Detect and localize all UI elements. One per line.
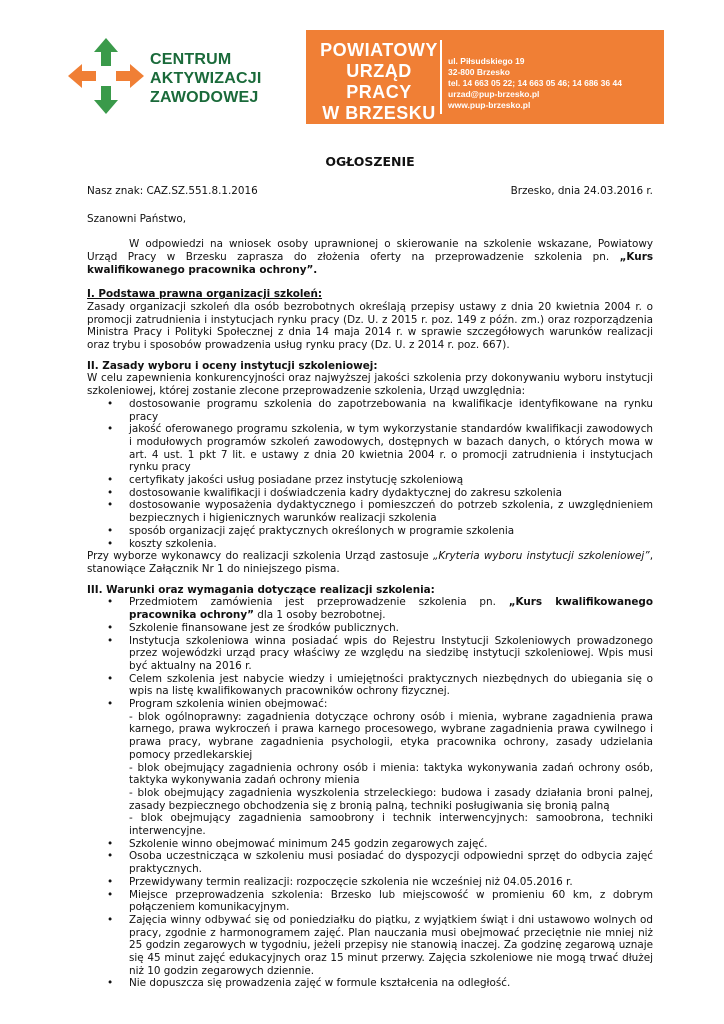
list-item: • dostosowanie kwalifikacji i doświadczenia kadry dydaktycznej do zakresu szkolenia bbox=[129, 487, 653, 500]
banner-divider bbox=[440, 40, 442, 114]
conditions-list bbox=[87, 596, 653, 990]
document-body bbox=[87, 156, 653, 990]
contact-address: ul. Piłsudskiego 19 bbox=[448, 56, 525, 66]
logo-line: CENTRUM bbox=[150, 51, 232, 68]
contact-website[interactable]: www.pup-brzesko.pl bbox=[448, 100, 531, 110]
banner-title-line: W BRZESKU bbox=[322, 103, 436, 123]
item-text: dla 1 osoby bezrobotnej. bbox=[253, 609, 386, 622]
reference-number: Nasz znak: CAZ.SZ.551.8.1.2016 bbox=[87, 184, 258, 197]
greeting: Szanowni Państwo, bbox=[87, 213, 187, 226]
contact-city: 32-800 Brzesko bbox=[448, 67, 510, 77]
header-banner bbox=[306, 30, 664, 124]
outro-end: , stanowiące Załącznik Nr 1 do niniejszego pisma. bbox=[87, 550, 653, 575]
list-item: • certyfikaty jakości usług posiadane przez instytucję szkoleniową bbox=[129, 474, 653, 487]
contact-block bbox=[448, 56, 622, 111]
logo bbox=[66, 36, 276, 116]
list-item bbox=[129, 596, 653, 621]
list-item: • Osoba uczestnicząca w szkoleniu musi posiadać do dyspozycji odpowiedni sprzęt do odbycia zajęć praktycznych. bbox=[129, 850, 653, 875]
list-item bbox=[129, 698, 653, 838]
intro-text: W odpowiedzi na wniosek osoby uprawnionej o skierowanie na szkolenie wskazane, Powiatowy Urząd Pracy w Brzesku zaprasza do złożenia oferty na przeprowadzenie szkolenia pn. bbox=[87, 238, 653, 263]
list-item: • Szkolenie winno obejmować minimum 245 godzin zegarowych zajęć. bbox=[129, 838, 653, 851]
section-2-outro bbox=[87, 550, 653, 575]
list-item: • Zajęcia winny odbywać się od poniedziałku do piątku, z wyjątkiem świąt i dni ustawowo wolnych od pracy, zgodnie z harmonogramem zajęć. Plan nauczania musi obejmować przeciętnie nie mniej niż 25 godzin zegarowych w tygodniu, jeżeli przepisy nie stanowią inaczej. Za godzinę zegarową uznaje się 45 minut zajęć edukacyjnych oraz 15 minut przerwy. Zajęcia szkoleniowe nie mogą trwać dłużej niż 10 godzin zegarowych dziennie. bbox=[129, 914, 653, 978]
document-date: Brzesko, dnia 24.03.2016 r. bbox=[510, 184, 653, 197]
intro-end: . bbox=[313, 263, 318, 276]
course-name: „Kurs kwalifikowanego pracownika ochrony” bbox=[87, 250, 653, 276]
reference-row bbox=[87, 185, 653, 198]
arrows-logo-icon bbox=[66, 36, 146, 116]
course-name: „Kurs kwalifikowanego pracownika ochrony” bbox=[129, 596, 653, 622]
logo-line: AKTYWIZACJI bbox=[150, 70, 262, 87]
logo-line: ZAWODOWEJ bbox=[150, 89, 259, 106]
list-item: • jakość oferowanego programu szkolenia, w tym wykorzystanie standardów kwalifikacji zawodowych i modułowych programów szkoleń zawodowych, dostępnych w bazach danych, o których mowa w art. 4 ust. 1 pkt 7 lit. e ustawy z dnia 20 kwietnia 2004 r. o promocji zatrudnienia i instytucjach rynku pracy bbox=[129, 423, 653, 474]
item-text: Przedmiotem zamówienia jest przeprowadzenie szkolenia pn. bbox=[129, 596, 509, 609]
banner-title-line: URZĄD PRACY bbox=[346, 61, 412, 102]
section-2-intro: W celu zapewnienia konkurencyjności oraz najwyższej jakości szkolenia przy dokonywaniu wyboru instytucji szkoleniowej, której zostanie zlecone przeprowadzenie szkolenia, Urząd uwzględnia: bbox=[87, 372, 653, 398]
program-title: • Program szkolenia winien obejmować: bbox=[129, 698, 328, 711]
section-1-heading: I. Podstawa prawna organizacji szkoleń: bbox=[87, 288, 323, 301]
banner-title bbox=[316, 40, 442, 124]
intro-paragraph bbox=[87, 238, 653, 276]
program-line: - blok ogólnoprawny: zagadnienia dotyczące ochrony osób i mienia, wybrane zagadnienia prawa karnego, prawa wykroczeń i prawa karnego procesowego, wybrane zagadnienia prawa cywilnego i prawa pracy, wybrane zagadnienia psychologii, etyka pracownika ochrony, zasady udzielania pomocy przedlekarskiej bbox=[129, 710, 653, 761]
list-item: • sposób organizacji zajęć praktycznych określonych w programie szkolenia bbox=[129, 525, 653, 538]
list-item: • dostosowanie wyposażenia dydaktycznego i pomieszczeń do potrzeb szkolenia, z uwzględnieniem bezpiecznych i higienicznych warunków realizacji szkolenia bbox=[129, 499, 653, 524]
criteria-list bbox=[87, 398, 653, 550]
list-item: • Szkolenie finansowane jest ze środków publicznych. bbox=[129, 622, 653, 635]
banner-title-line: POWIATOWY bbox=[320, 40, 438, 60]
contact-phone: tel. 14 663 05 22; 14 663 05 46; 14 686 36 44 bbox=[448, 78, 622, 88]
section-1-text: Zasady organizacji szkoleń dla osób bezrobotnych określają przepisy ustawy z dnia 20 kwietnia 2004 r. o promocji zatrudnienia i instytucjach rynku pracy (Dz. U. z 2015 r. poz. 149 z późn. zm.) oraz rozporządzenia Ministra Pracy i Polityki Społecznej z dnia 14 maja 2014 r. w sprawie szczegółowych warunków realizacji oraz trybu i sposobów prowadzenia usług rynku pracy (Dz. U. z 2014 r. poz. 667). bbox=[87, 300, 653, 352]
criteria-document-name: „Kryteria wyboru instytucji szkoleniowej” bbox=[432, 550, 650, 563]
program-line: - blok obejmujący zagadnienia ochrony osób i mienia: taktyka wykonywania zadań ochrony osób, taktyka wykonywania zadań ochrony mienia bbox=[129, 761, 653, 787]
logo-text bbox=[150, 50, 262, 107]
document-title: OGŁOSZENIE bbox=[325, 154, 415, 169]
list-item: • Celem szkolenia jest nabycie wiedzy i umiejętności praktycznych niezbędnych do ubiegania się o wpis na listę kwalifikowanych pracowników ochrony fizycznej. bbox=[129, 673, 653, 698]
program-line: - blok obejmujący zagadnienia samoobrony i technik interwencyjnych: samoobrona, techniki interwencyjne. bbox=[129, 812, 653, 838]
list-item: • Miejsce przeprowadzenia szkolenia: Brzesko lub miejscowość w promieniu 60 km, z dobrym połączeniem komunikacyjnym. bbox=[129, 889, 653, 914]
list-item: • dostosowanie programu szkolenia do zapotrzebowania na kwalifikacje identyfikowane na rynku pracy bbox=[129, 398, 653, 423]
list-item: • Nie dopuszcza się prowadzenia zajęć w formule kształcenia na odległość. bbox=[129, 977, 653, 990]
section-2-heading: II. Zasady wyboru i oceny instytucji szkoleniowej: bbox=[87, 359, 378, 372]
contact-email[interactable]: urzad@pup-brzesko.pl bbox=[448, 89, 540, 99]
list-item: • Przewidywany termin realizacji: rozpoczęcie szkolenia nie wcześniej niż 04.05.2016 r. bbox=[129, 876, 653, 889]
list-item: • Instytucja szkoleniowa winna posiadać wpis do Rejestru Instytucji Szkoleniowych prowadzonego przez wojewódzki urząd pracy właściwy ze względu na siedzibę instytucji szkoleniowej. Wpis musi być aktualny na 2016 r. bbox=[129, 635, 653, 673]
program-line: - blok obejmujący zagadnienia wyszkolenia strzeleckiego: budowa i zasady działania broni palnej, zasady bezpiecznego obchodzenia się z bronią palną, techniki posługiwania się bronią palną bbox=[129, 786, 653, 812]
list-item: • koszty szkolenia. bbox=[129, 538, 653, 551]
outro-text: Przy wyborze wykonawcy do realizacji szkolenia Urząd zastosuje bbox=[87, 550, 433, 563]
section-3-heading: III. Warunki oraz wymagania dotyczące realizacji szkolenia: bbox=[87, 583, 435, 596]
